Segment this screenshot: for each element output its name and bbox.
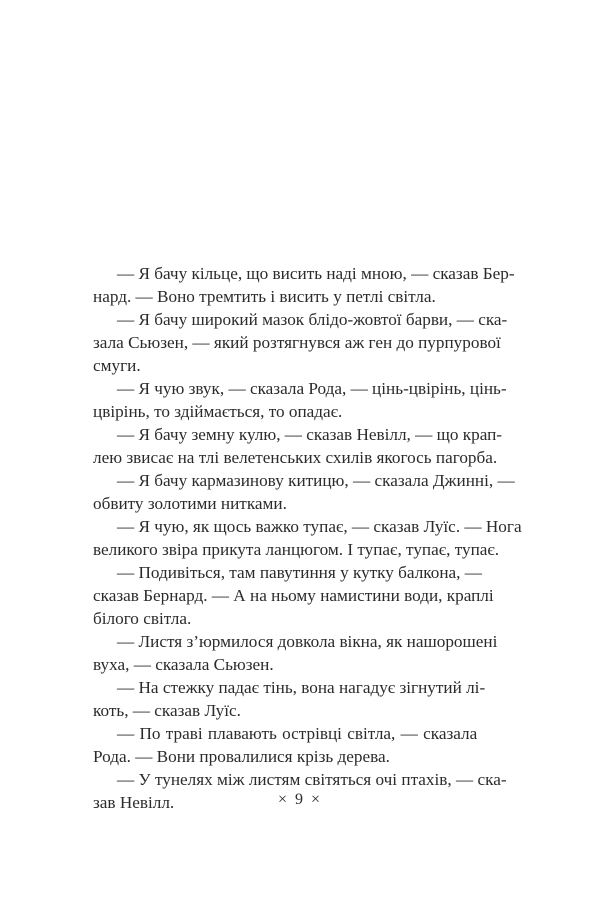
text-line: зав Невілл.	[93, 793, 175, 812]
text-line: коть, — сказав Луїс.	[93, 701, 241, 720]
text-line: — На стежку падає тінь, вона нагадує зігнутий лі-	[117, 678, 486, 697]
text-line: — Я бачу кільце, що висить наді мною, — сказав Бер-	[117, 264, 515, 283]
text-line: — Подивіться, там павутиння у кутку балкона, —	[117, 563, 482, 582]
text-line: нард. — Воно тремтить і висить у петлі світла.	[93, 287, 436, 306]
page-number: × 9 ×	[277, 791, 323, 808]
text-line: лею звисає на тлі велетенських схилів якогось пагорба.	[93, 448, 498, 467]
text-line: смуги.	[93, 356, 141, 375]
text-line: Рода. — Вони провалилися крізь дерева.	[93, 747, 390, 766]
text-line: зала Сьюзен, — який розтягнувся аж ген до пурпурової	[93, 333, 501, 352]
text-line: — Я бачу широкий мазок блідо-жовтої барви, — ска-	[117, 310, 508, 329]
text-line: — По траві плавають острівці світла, — сказала	[117, 724, 478, 743]
text-line: — Я чую, як щось важко тупає, — сказав Луїс. — Нога	[117, 517, 522, 536]
text-line: цвірінь, то здіймається, то опадає.	[93, 402, 343, 421]
text-line: обвиту золотими нитками.	[93, 494, 287, 513]
text-line: вуха, — сказала Сьюзен.	[93, 655, 274, 674]
text-line: — Листя з’юрмилося довкола вікна, як нашорошені	[117, 632, 498, 651]
text-line: — У тунелях між листям світяться очі птахів, — ска-	[117, 770, 507, 789]
text-line: — Я чую звук, — сказала Рода, — цінь-цвірінь, цінь-	[117, 379, 507, 398]
text-line: сказав Бернард. — А на ньому намистини води, краплі	[93, 586, 494, 605]
text-line: — Я бачу земну кулю, — сказав Невілл, — що крап-	[117, 425, 503, 444]
text-line: великого звіра прикута ланцюгом. І тупає, тупає, тупає.	[93, 540, 500, 559]
text-line: білого світла.	[93, 609, 192, 628]
text-line: — Я бачу кармазинову китицю, — сказала Джинні, —	[117, 471, 515, 490]
